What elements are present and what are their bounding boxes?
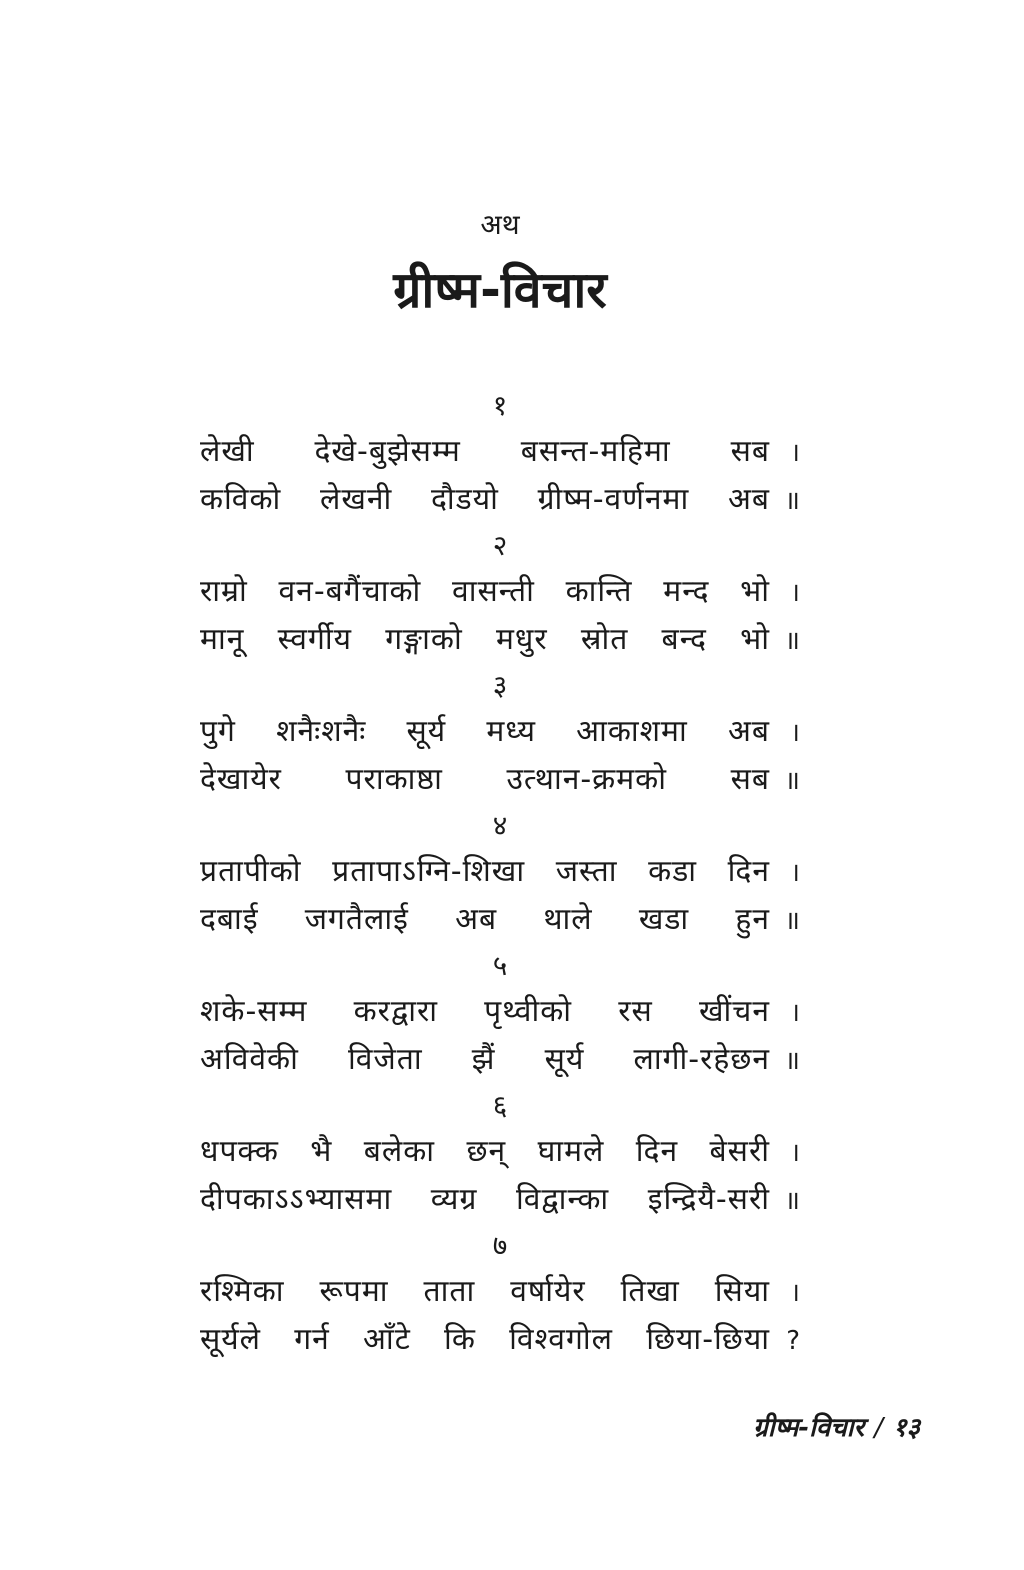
footer-separator: /: [874, 1413, 883, 1443]
verse-line-text: अविवेकी विजेता झैं सूर्य लागी-रहेछन: [200, 1042, 770, 1077]
line-end-mark: ॥: [784, 906, 800, 936]
page-footer: [620, 1408, 920, 1448]
verse-line: [200, 1176, 800, 1224]
line-end-mark: ।: [790, 858, 800, 888]
line-end-mark: ॥: [784, 626, 800, 656]
verse-line: [200, 476, 800, 524]
line-end-mark: ॥: [784, 1186, 800, 1216]
verse-line-text: दीपकाऽऽभ्यासमा व्यग्र विद्वान्का इन्द्रियै-सरी: [200, 1182, 770, 1217]
verse-number: ५: [492, 949, 508, 982]
verse-line: [200, 1128, 800, 1176]
verse-line: [200, 988, 800, 1036]
line-end-mark: ॥: [784, 766, 800, 796]
line-end-mark: ?: [786, 1326, 800, 1356]
verse-line-text: पुगे शनैःशनैः सूर्य मध्य आकाशमा अब: [200, 714, 770, 749]
verse-list: [200, 384, 800, 1364]
verse-line-text: मानू स्वर्गीय गङ्गाको मधुर स्रोत बन्द भो: [200, 622, 770, 657]
line-end-mark: ।: [790, 718, 800, 748]
page-title: ग्रीष्म-विचार: [393, 261, 607, 319]
line-end-mark: ।: [790, 578, 800, 608]
verse-line-text: देखायेर पराकाष्ठा उत्थान-क्रमको सब: [200, 762, 770, 797]
page-number: १३: [892, 1413, 920, 1443]
running-title: ग्रीष्म-विचार: [753, 1413, 865, 1443]
verse: [200, 804, 800, 944]
verse-line-text: रश्मिका रूपमा ताता वर्षायेर तिखा सिया: [200, 1274, 770, 1309]
line-end-mark: ।: [790, 998, 800, 1028]
pre-title: अथ: [480, 208, 520, 241]
verse-line: [200, 616, 800, 664]
line-end-mark: ।: [790, 1278, 800, 1308]
verse: [200, 1224, 800, 1364]
verse: [200, 384, 800, 524]
verse-line: [200, 708, 800, 756]
verse-line: [200, 1268, 800, 1316]
verse-line: [200, 756, 800, 804]
verse-number: २: [492, 529, 508, 562]
verse-line: [200, 1316, 800, 1364]
verse-line: [200, 428, 800, 476]
verse-line-text: कविको लेखनी दौडयो ग्रीष्म-वर्णनमा अब: [200, 482, 770, 517]
verse-number: १: [492, 389, 508, 422]
verse-line: [200, 848, 800, 896]
verse-number: ४: [492, 809, 508, 842]
verse-number: ३: [492, 669, 508, 702]
verse-line-text: धपक्क भै बलेका छन् घामले दिन बेसरी: [200, 1134, 770, 1169]
verse-line-text: राम्रो वन-बगैंचाको वासन्ती कान्ति मन्द भो: [200, 574, 770, 609]
verse: [200, 1084, 800, 1224]
line-end-mark: ॥: [784, 1046, 800, 1076]
line-end-mark: ।: [790, 1138, 800, 1168]
verse-line: [200, 568, 800, 616]
verse: [200, 944, 800, 1084]
verse-number: ६: [492, 1089, 508, 1122]
verse-line-text: लेखी देखे-बुझेसम्म बसन्त-महिमा सब: [200, 434, 770, 469]
verse: [200, 524, 800, 664]
verse-line-text: सूर्यले गर्न आँटे कि विश्वगोल छिया-छिया: [200, 1322, 770, 1357]
line-end-mark: ।: [790, 438, 800, 468]
line-end-mark: ॥: [784, 486, 800, 516]
verse-number: ७: [492, 1229, 508, 1262]
verse-line-text: प्रतापीको प्रतापाऽग्नि-शिखा जस्ता कडा दिन: [200, 854, 770, 889]
verse-line-text: शके-सम्म करद्वारा पृथ्वीको रस खींचन: [200, 994, 770, 1029]
verse-line-text: दबाई जगतैलाई अब थाले खडा हुन: [200, 902, 770, 937]
verse-line: [200, 896, 800, 944]
verse: [200, 664, 800, 804]
verse-line: [200, 1036, 800, 1084]
